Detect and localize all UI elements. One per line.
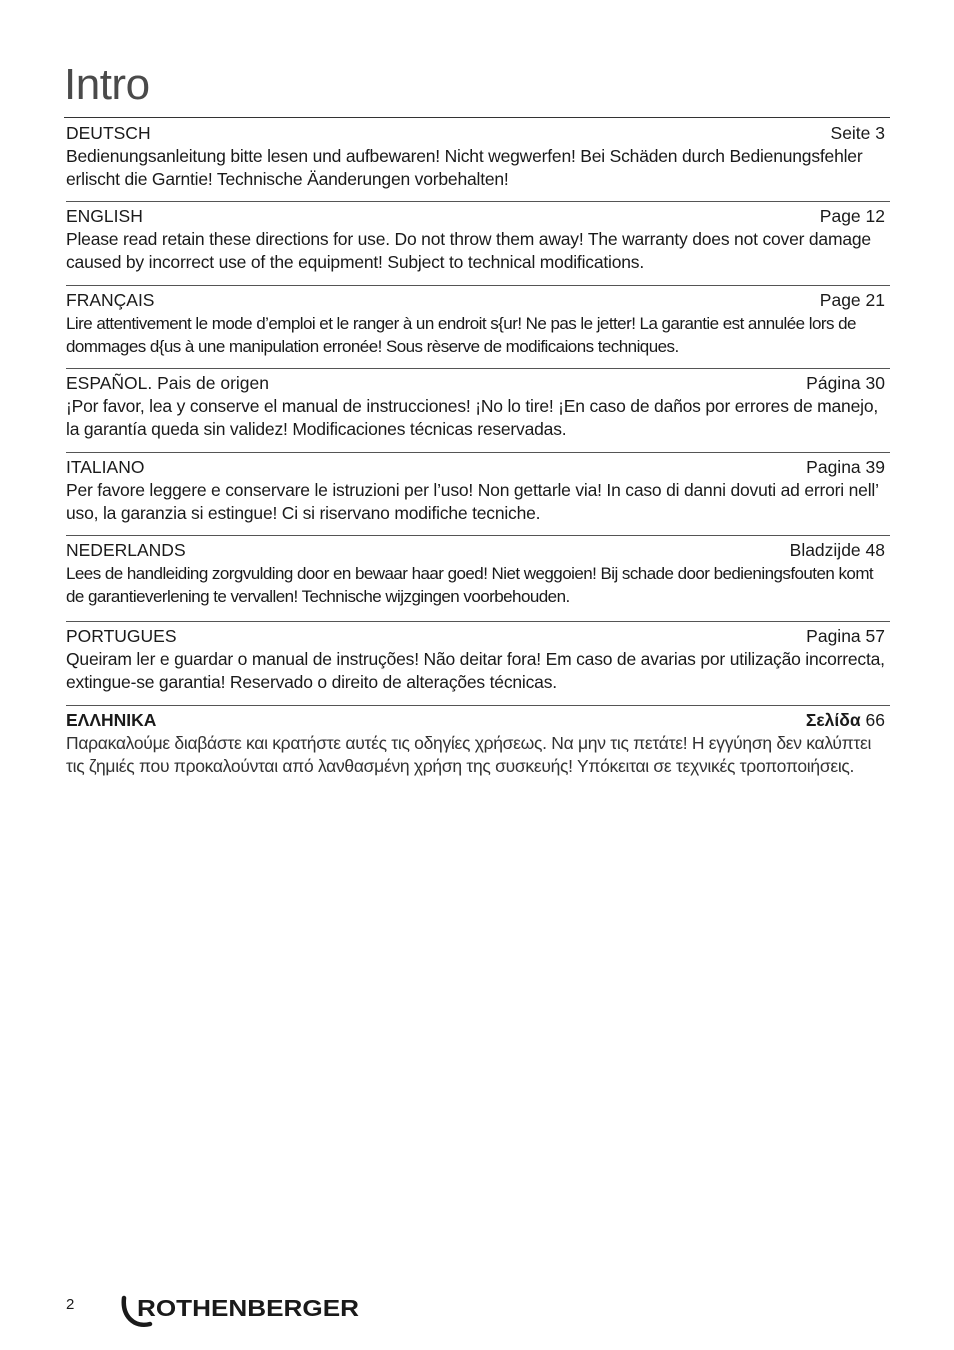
section-text: Queiram ler e guardar o manual de instruções! Não deitar fora! Em caso de avarias por utilização incorrecta, extingue-se garantia! Reservado o direito de alterações técnicas.	[66, 649, 885, 692]
section-language: DEUTSCH	[66, 123, 151, 143]
section-language: FRANÇAIS	[66, 290, 155, 310]
section-language: PORTUGUES	[66, 626, 177, 646]
section-text: Please read retain these directions for use. Do not throw them away! The warranty does not cover damage caused by incorrect use of the equipment! Subject to technical modifications.	[66, 229, 871, 272]
section-language: ENGLISH	[66, 206, 143, 226]
section-italiano	[66, 453, 890, 536]
title-divider	[64, 117, 890, 118]
section-text: Per favore leggere e conservare le istruzioni per l’uso! Non gettarle via! In caso di danni dovuti ad errori nell’ uso, la garanzia si estingue! Ci si riservano modifiche tecniche.	[66, 480, 879, 523]
section-francais	[66, 286, 890, 369]
section-nederlands	[66, 536, 890, 622]
section-page-ref	[806, 709, 885, 732]
section-text: Bedienungsanleitung bitte lesen und aufbewaren! Nicht wegwerfen! Bei Schäden durch Bedienungsfehler erlischt die Garntie! Technische Äanderungen vorbehalten!	[66, 146, 863, 189]
section-page-ref: Page 12	[819, 206, 885, 226]
section-language: ESPAÑOL. Pais de origen	[66, 373, 269, 393]
rothenberger-logo	[120, 1294, 360, 1334]
page-number-footer: 2	[66, 1296, 75, 1313]
section-deutsch	[66, 119, 890, 202]
section-page-ref: Bladzijde 48	[789, 540, 885, 560]
page-title: Intro	[64, 60, 150, 109]
section-espanol	[66, 369, 890, 453]
section-text: Lire attentivement le mode d’emploi et le ranger à un endroit s{ur! Ne pas le jetter! La garantie est annulée lors de dommages d{us à une manipulation erronée! Sous rèserve de modificaions techniques.	[66, 314, 856, 356]
section-page-ref: Page 21	[819, 290, 885, 310]
section-greek	[66, 706, 890, 787]
section-language: ITALIANO	[66, 457, 145, 477]
section-portugues	[66, 622, 890, 706]
section-page-ref: Página 30	[806, 373, 885, 393]
section-text: Lees de handleiding zorgvulding door en bewaar haar goed! Niet weggoien! Bij schade door bedieningsfouten komt de garantieverlening te vervallen! Technische wijzgingen voorbehouden.	[66, 564, 874, 606]
section-text: Παρακαλούμε διαβάστε και κρατήστε αυτές τις οδηγίες χρήσεως. Να μην τις πετάτε! Η εγγύηση δεν καλύπτει τις ζημιές που προκαλούνται από λανθασμένη χρήση της συσκευής! Υπόκειται σε τεχνικές τροποποιήσεις.	[66, 733, 872, 776]
page-number: 66	[865, 710, 885, 730]
language-sections	[66, 119, 890, 787]
section-text: ¡Por favor, lea y conserve el manual de instrucciones! ¡No lo tire! ¡En caso de daños por errores de manejo, la garantía queda sin validez! Modificaciones técnicas reservadas.	[66, 396, 879, 439]
section-page-ref: Seite 3	[830, 123, 885, 143]
section-page-ref: Pagina 57	[806, 626, 885, 646]
section-page-ref: Pagina 39	[806, 457, 885, 477]
section-language: NEDERLANDS	[66, 540, 186, 560]
section-english	[66, 202, 890, 286]
page-word: Σελίδα	[805, 710, 861, 730]
brand-wordmark: ROTHENBERGER	[137, 1295, 360, 1321]
section-language: ΕΛΛΗΝΙΚΑ	[66, 710, 157, 730]
